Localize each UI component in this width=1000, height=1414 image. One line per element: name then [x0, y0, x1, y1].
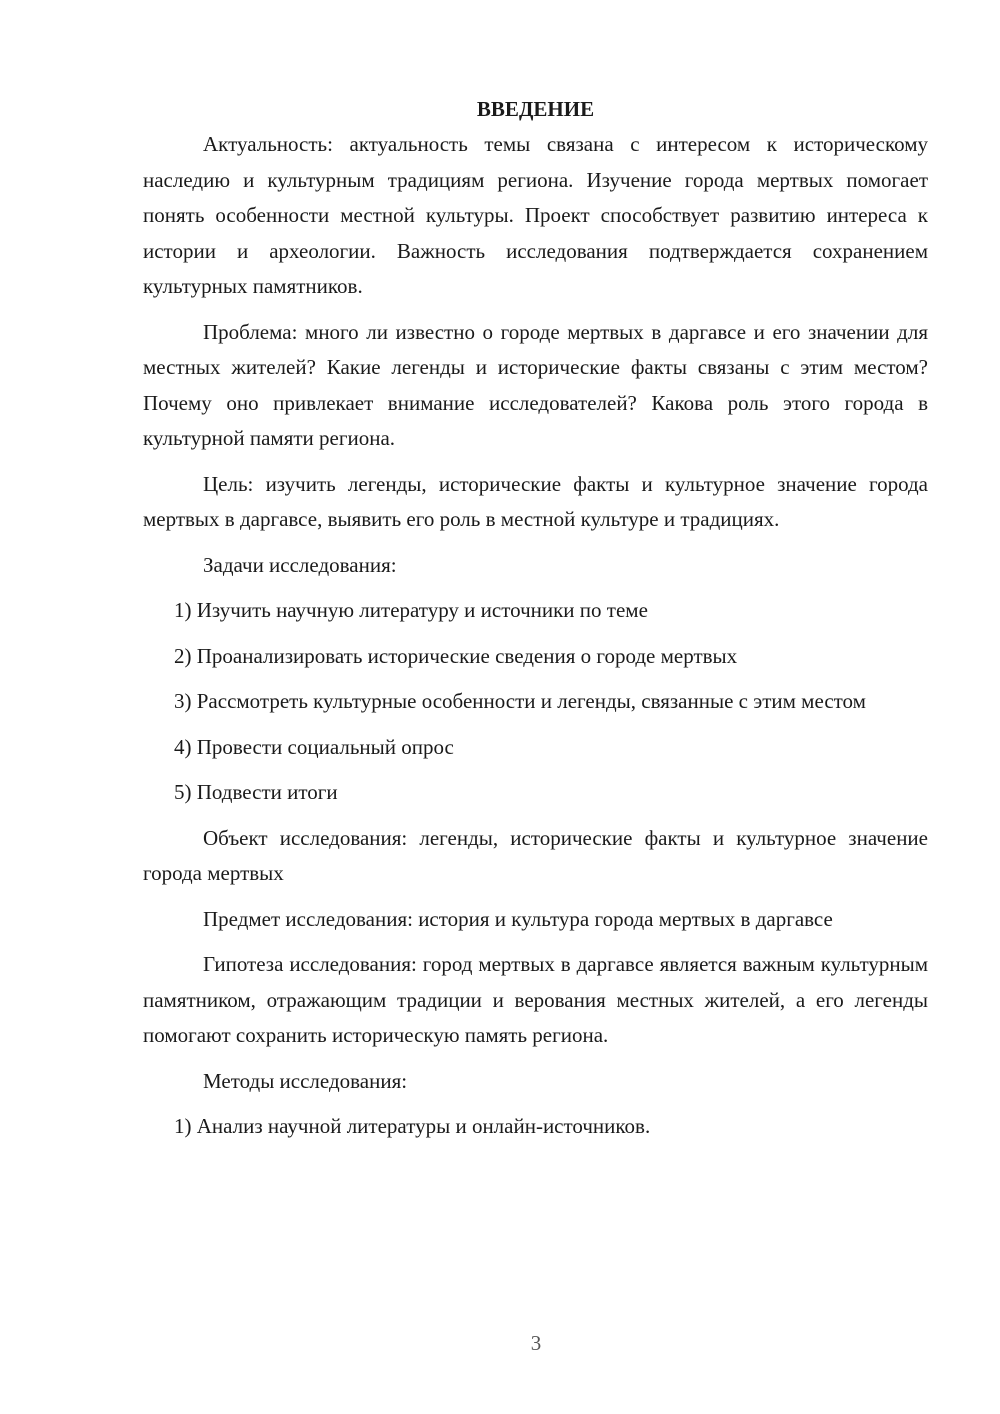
- task-item: 3) Рассмотреть культурные особенности и легенды, связанные с этим местом: [174, 689, 866, 713]
- page-number: 3: [530, 1331, 542, 1355]
- goal-paragraph: Цель: изучить легенды, исторические факты и культурное значение города мертвых в даргавсе, выявить его роль в местной культуре и традициях.: [143, 471, 928, 531]
- section-title: ВВЕДЕНИЕ: [476, 97, 595, 121]
- problem-paragraph: Проблема: много ли известно о городе мертвых в даргавсе и его значении для местных жителей? Какие легенды и исторические факты связаны с этим местом? Почему оно привлекает внимание исследователей? Какова роль этого города в культурной памяти региона.: [143, 319, 928, 450]
- methods-heading: Методы исследования:: [203, 1068, 408, 1093]
- hypothesis-paragraph: Гипотеза исследования: город мертвых в даргавсе является важным культурным памятником, отражающим традиции и верования местных жителей, а его легенды помогают сохранить историческую память региона.: [143, 952, 928, 1047]
- task-item: 5) Подвести итоги: [174, 780, 338, 804]
- relevance-paragraph: Актуальность: актуальность темы связана с интересом к историческому наследию и культурным традициям региона. Изучение города мертвых помогает понять особенности местной культуры. Проект способствует развитию интереса к истории и археологии. Важность исследования подтверждается сохранением культурных памятников.: [143, 132, 928, 298]
- object-paragraph: Объект исследования: легенды, исторические факты и культурное значение города мертвых: [143, 825, 928, 885]
- task-item: 1) Изучить научную литературу и источники по теме: [174, 598, 648, 622]
- task-item: 2) Проанализировать исторические сведения о городе мертвых: [174, 643, 738, 668]
- subject-paragraph: Предмет исследования: история и культура города мертвых в даргавсе: [203, 906, 833, 931]
- task-item: 4) Провести социальный опрос: [174, 734, 454, 759]
- method-item: 1) Анализ научной литературы и онлайн-источников.: [174, 1114, 651, 1138]
- tasks-heading: Задачи исследования:: [203, 552, 397, 577]
- document-page: [143, 92, 928, 1145]
